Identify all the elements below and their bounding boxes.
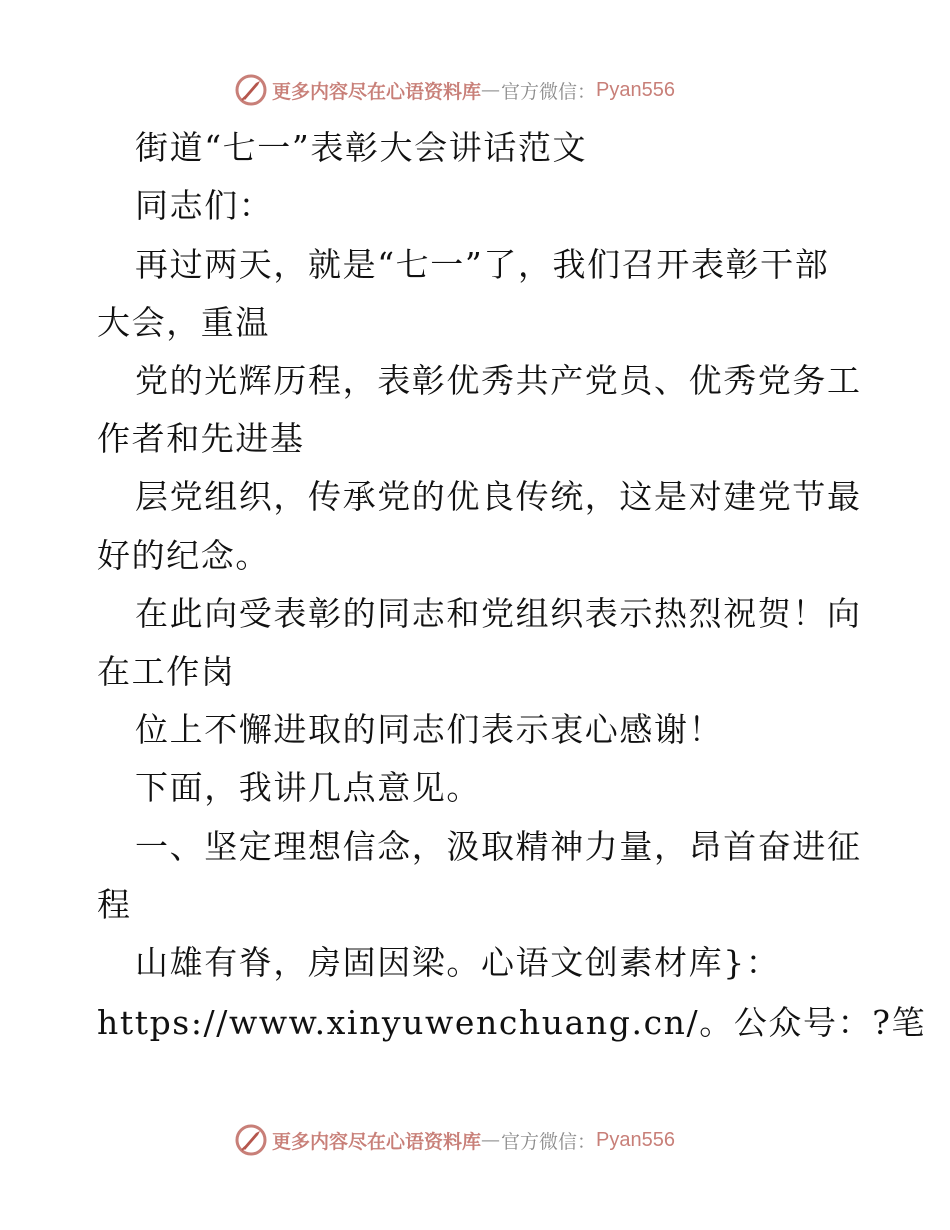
paragraph-line: 在此向受表彰的同志和党组织表示热烈祝贺！向 [135,594,862,633]
paragraph-line: 同志们： [135,186,274,225]
paragraph-line: 再过两天，就是“七一”了，我们召开表彰干部 [135,245,830,284]
watermark-wechat-label: 官方微信： [501,1130,597,1153]
paragraph-line: 在工作岗 [97,652,236,691]
paragraph-line: 作者和先进基 [97,419,305,458]
watermark-main-text: 更多内容尽在心语资料库 [272,80,482,103]
paragraph-line: 下面，我讲几点意见。 [135,768,481,807]
quill-pen-logo-icon [234,73,268,107]
paragraph-line: 位上不懈进取的同志们表示衷心感谢！ [135,710,724,749]
watermark-separator: — [481,1129,502,1151]
paragraph-line: 层党组织，传承党的优良传统，这是对建党节最 [135,477,862,516]
paragraph-line: 大会，重温 [97,303,270,342]
document-title: 街道“七一”表彰大会讲话范文 [135,128,588,167]
footer-watermark [234,1123,675,1157]
url-line: https://www.xinyuwenchuang.cn/。公众号：?笔 [97,1003,927,1042]
quill-pen-logo-icon [234,1123,268,1157]
paragraph-line: 程 [97,885,132,924]
watermark-main-text: 更多内容尽在心语资料库 [272,1130,482,1153]
watermark-separator: — [481,79,502,101]
header-watermark [234,73,675,107]
section-heading: 一、坚定理想信念，汲取精神力量，昂首奋进征 [135,827,862,866]
watermark-wechat-label: 官方微信： [501,80,597,103]
watermark-wechat-id: Pyan556 [596,1128,675,1151]
paragraph-line: 党的光辉历程，表彰优秀共产党员、优秀党务工 [135,361,862,400]
paragraph-line: 山雄有脊，房固因梁。心语文创素材库}： [135,943,781,982]
watermark-wechat-id: Pyan556 [596,78,675,101]
paragraph-line: 好的纪念。 [97,536,270,575]
